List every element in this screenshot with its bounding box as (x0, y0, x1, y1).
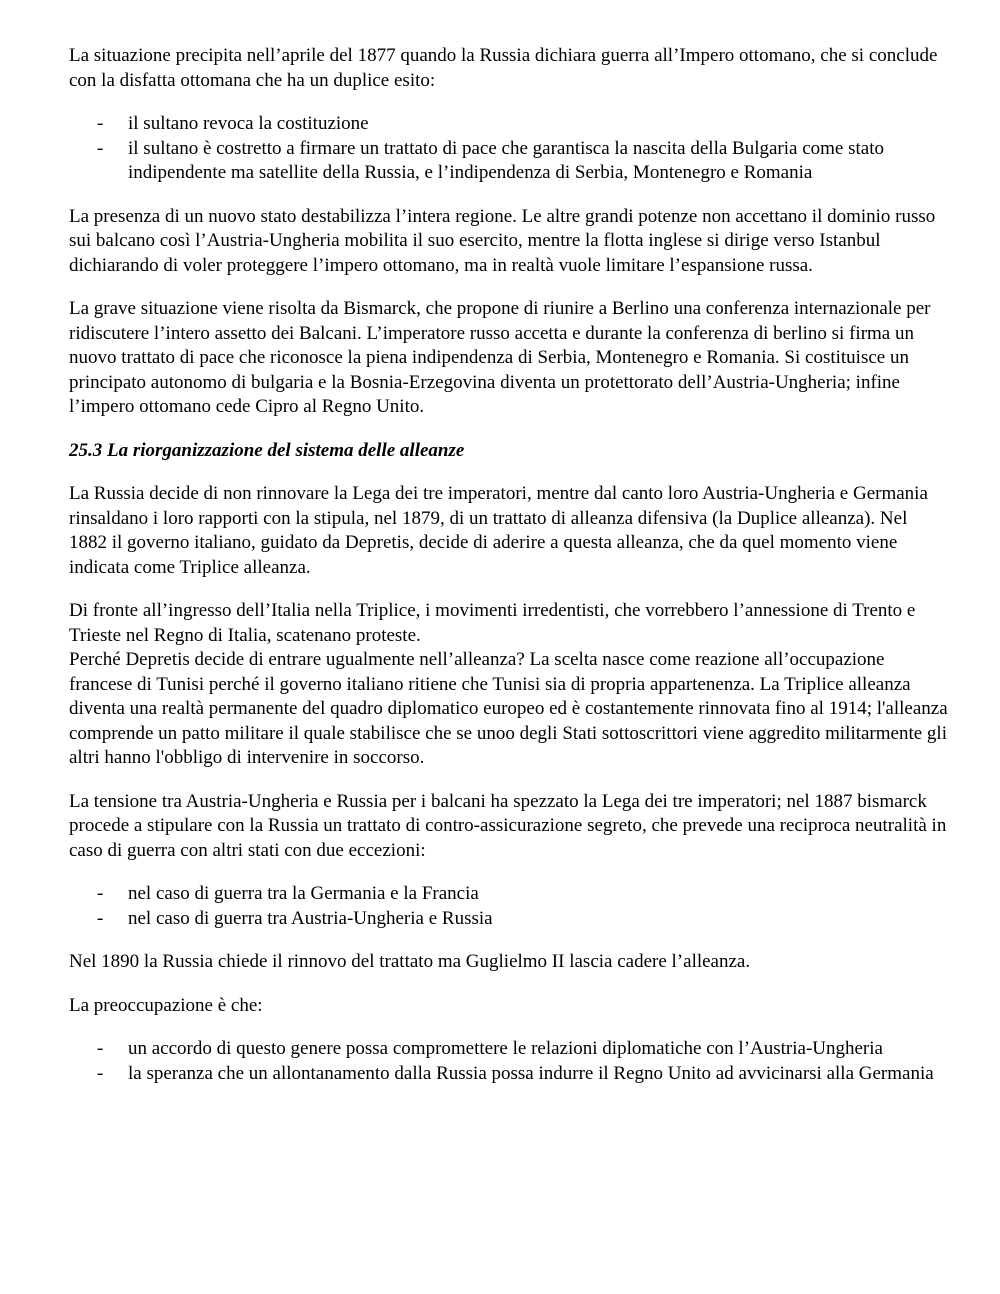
bullet-list (69, 112, 949, 186)
list-item-text: il sultano è costretto a firmare un trattato di pace che garantisca la nascita della Bulgaria come stato indipendente ma satellite della Russia, e l’indipendenza di Serbia, Montenegro e Romania (128, 137, 884, 183)
list-item-text: la speranza che un allontanamento dalla Russia possa indurre il Regno Unito ad avvicinarsi alla Germania (128, 1062, 934, 1084)
dash-bullet: - (97, 1038, 104, 1059)
dash-bullet: - (97, 113, 104, 134)
bullet-list (69, 1037, 949, 1086)
list-item (69, 137, 949, 186)
paragraph: La grave situazione viene risolta da Bismarck, che propone di riunire a Berlino una conferenza internazionale per ridiscutere l’intero assetto dei Balcani. L’imperatore russo accetta e durante la conferenza di berlino si firma un nuovo trattato di pace che riconosce la piena indipendenza di Serbia, Montenegro e Romania. Si costituisce un principato autonomo di bulgaria e la Bosnia-Erzegovina diventa un protettorato dell’Austria-Ungheria; infine l’impero ottomano cede Cipro al Regno Unito. (69, 298, 931, 417)
paragraph: La preoccupazione è che: (69, 994, 263, 1016)
list-item-text: nel caso di guerra tra la Germania e la Francia (128, 883, 479, 904)
document-page (69, 44, 949, 1105)
paragraph: La Russia decide di non rinnovare la Lega dei tre imperatori, mentre dal canto loro Austria-Ungheria e Germania rinsaldano i loro rapporti con la stipula, nel 1879, di un trattato di alleanza difensiva (la Duplice alleanza). Nel 1882 il governo italiano, guidato da Depretis, decide di aderire a questa alleanza, che da quel momento viene indicata come Triplice alleanza. (69, 483, 928, 578)
list-item-text: il sultano revoca la costituzione (128, 113, 369, 134)
list-item-text: un accordo di questo genere possa compromettere le relazioni diplomatiche con l’Austria-Ungheria (128, 1038, 883, 1059)
dash-bullet: - (97, 137, 104, 159)
paragraph: Perché Depretis decide di entrare ugualmente nell’alleanza? La scelta nasce come reazione all’occupazione francese di Tunisi perché il governo italiano ritiene che Tunisi sia di propria appartenenza. La Triplice alleanza diventa una realtà permanente del quadro diplomatico europeo ed è costantemente rinnovata fino al 1914; l'alleanza comprende un patto militare il quale stabilisce che se unoo degli Stati sottoscrittori viene aggredito militarmente gli altri hanno l'obbligo di intervenire in soccorso. (69, 649, 948, 768)
dash-bullet: - (97, 1062, 104, 1084)
paragraph: La presenza di un nuovo stato destabilizza l’intera regione. Le altre grandi potenze non accettano il dominio russo sui balcano così l’Austria-Ungheria mobilita il suo esercito, mentre la flotta inglese si dirige verso Istanbul dichiarando di voler proteggere l’impero ottomano, ma in realtà vuole limitare l’espansione russa. (69, 205, 936, 276)
list-item (69, 1062, 949, 1087)
paragraph: La situazione precipita nell’aprile del 1877 quando la Russia dichiara guerra all’Impero ottomano, che si conclude con la disfatta ottomana che ha un duplice esito: (69, 45, 938, 91)
list-item (69, 882, 949, 907)
list-item (69, 907, 949, 932)
section-heading: 25.3 La riorganizzazione del sistema delle alleanze (69, 439, 465, 461)
bullet-list (69, 882, 949, 931)
list-item-text: nel caso di guerra tra Austria-Ungheria e Russia (128, 907, 493, 929)
paragraph: Di fronte all’ingresso dell’Italia nella Triplice, i movimenti irredentisti, che vorrebbero l’annessione di Trento e Trieste nel Regno di Italia, scatenano proteste. (69, 600, 916, 646)
dash-bullet: - (97, 883, 104, 904)
dash-bullet: - (97, 907, 104, 929)
paragraph: Nel 1890 la Russia chiede il rinnovo del trattato ma Guglielmo II lascia cadere l’alleanza. (69, 951, 751, 972)
list-item (69, 112, 949, 137)
list-item (69, 1037, 949, 1062)
paragraph: La tensione tra Austria-Ungheria e Russia per i balcani ha spezzato la Lega dei tre imperatori; nel 1887 bismarck procede a stipulare con la Russia un trattato di contro-assicurazione segreto, che prevede una reciproca neutralità in caso di guerra con altri stati con due eccezioni: (69, 790, 947, 861)
